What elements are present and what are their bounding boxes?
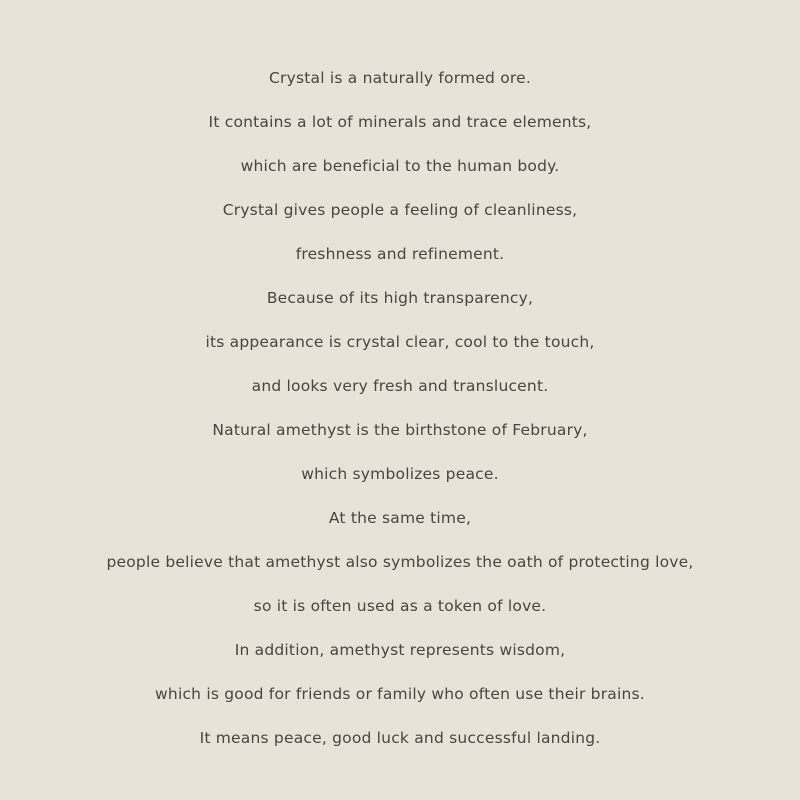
text-line: people believe that amethyst also symbolizes the oath of protecting love,	[106, 553, 694, 571]
text-line: It contains a lot of minerals and trace elements,	[208, 113, 592, 131]
text-line: Because of its high transparency,	[266, 289, 534, 307]
product-description-text	[0, 56, 800, 760]
text-line: Natural amethyst is the birthstone of February,	[212, 421, 588, 439]
text-line: which is good for friends or family who often use their brains.	[155, 685, 645, 703]
text-line: Crystal is a naturally formed ore.	[268, 69, 531, 87]
text-line: and looks very fresh and translucent.	[251, 377, 549, 395]
text-line: It means peace, good luck and successful landing.	[199, 729, 601, 747]
text-line: Crystal gives people a feeling of cleanliness,	[222, 201, 578, 219]
text-line: its appearance is crystal clear, cool to the touch,	[205, 333, 595, 351]
text-line: freshness and refinement.	[295, 245, 505, 263]
text-line: At the same time,	[328, 509, 472, 527]
text-line: so it is often used as a token of love.	[253, 597, 547, 615]
text-line: which symbolizes peace.	[301, 465, 499, 483]
text-line: which are beneficial to the human body.	[240, 157, 560, 175]
text-line: In addition, amethyst represents wisdom,	[234, 641, 566, 659]
